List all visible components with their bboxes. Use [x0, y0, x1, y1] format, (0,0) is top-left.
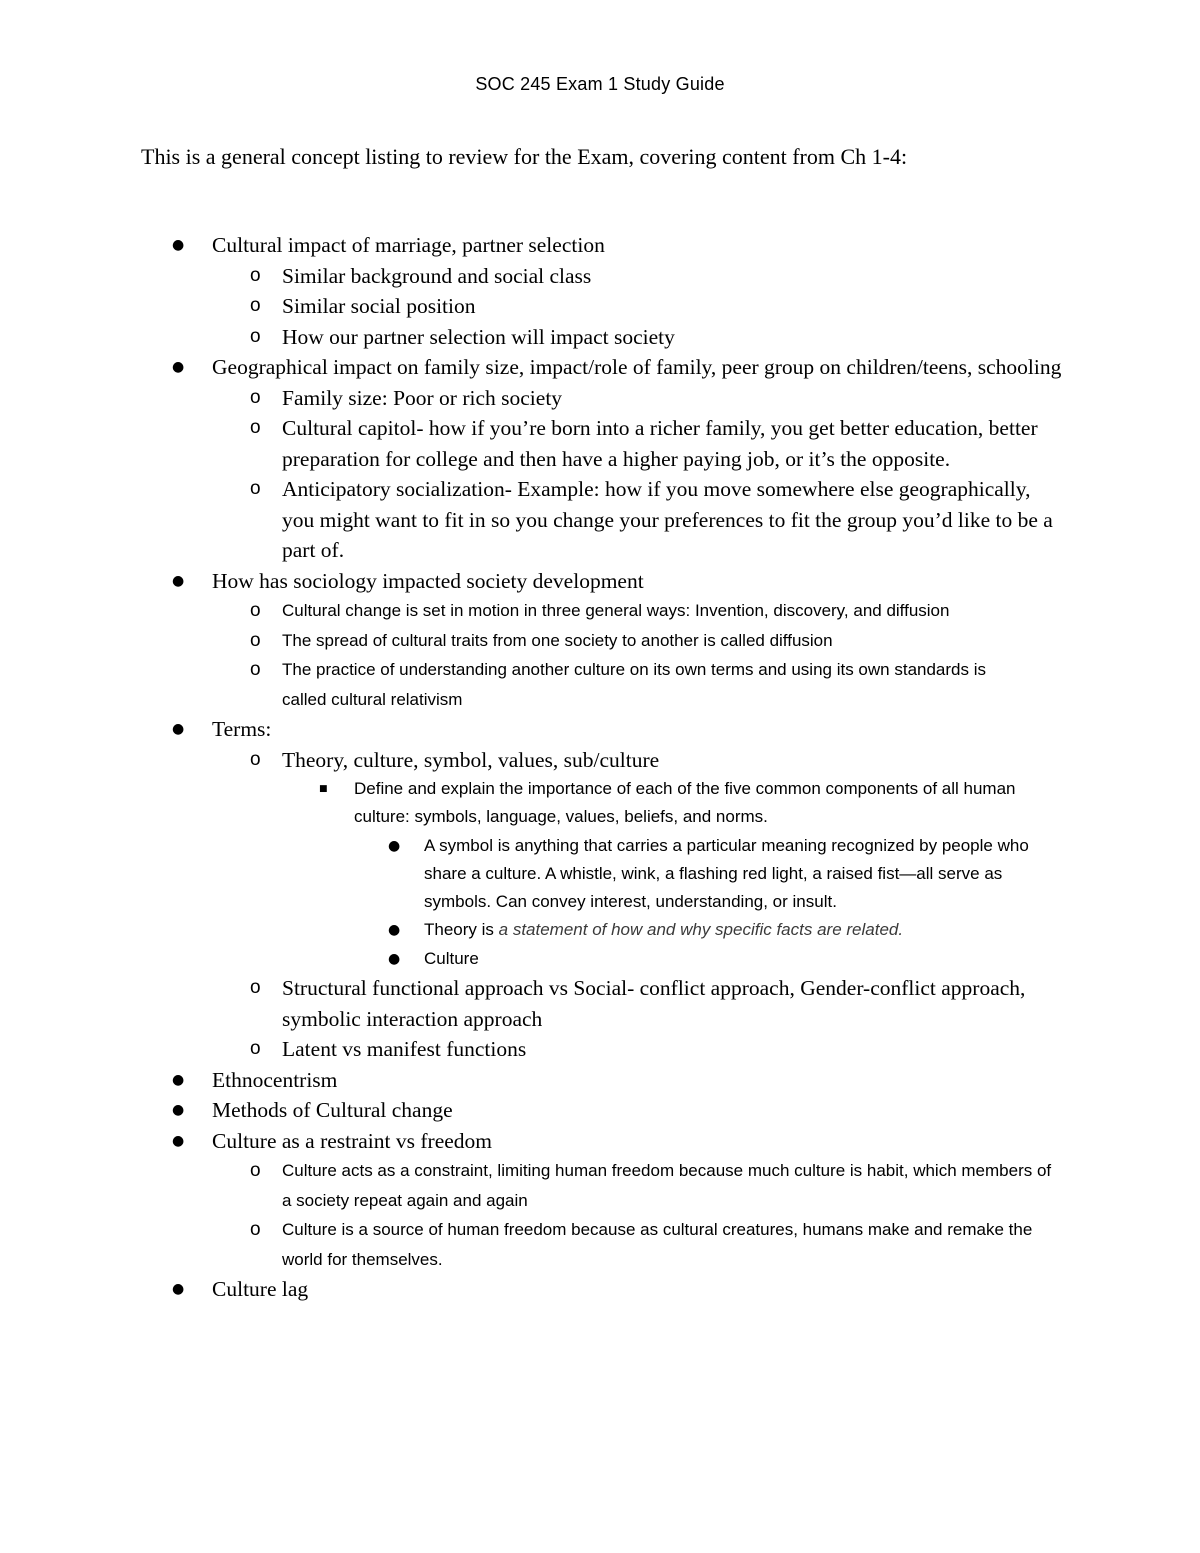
list-item [0, 322, 1200, 353]
circle-bullet-icon: o [250, 659, 261, 680]
list-item-text: How our partner selection will impact society [282, 324, 675, 349]
circle-bullet-icon: o [250, 600, 261, 621]
list-item [0, 352, 1200, 383]
circle-bullet-icon: o [250, 417, 261, 438]
list-item-text: Define and explain the importance of each of the five common components of all human culture: symbols, language, values, beliefs, and norms. [354, 779, 1016, 827]
list-item-text [424, 916, 1060, 944]
list-item-text: How has sociology impacted society development [212, 568, 644, 593]
list-item-text: Culture acts as a constraint, limiting human freedom because much culture is habit, which members of a society repeat again and again [282, 1161, 1052, 1210]
list-item [0, 655, 1200, 714]
list-item [0, 1126, 1200, 1157]
circle-bullet-icon: o [250, 1219, 261, 1241]
list-item [0, 916, 1200, 944]
bullet-icon: ● [388, 837, 401, 854]
list-item-text: Structural functional approach vs Social- conflict approach, Gender-conflict approach, symbolic interaction approach [282, 976, 1026, 1031]
list-item [0, 291, 1200, 322]
list-item-text: Cultural capitol- how if you’re born into a richer family, you get better education, better preparation for college and then have a higher paying job, or it’s the opposite. [282, 416, 1038, 471]
circle-bullet-icon: o [250, 1038, 261, 1060]
list-item [0, 973, 1200, 1034]
bullet-icon: ● [172, 237, 185, 253]
list-item [0, 626, 1200, 656]
list-item-text: Culture is a source of human freedom because as cultural creatures, humans make and remake the world for themselves. [282, 1220, 1033, 1269]
intro-paragraph: This is a general concept listing to review for the Exam, covering content from Ch 1-4: [141, 144, 908, 169]
list-item [0, 1065, 1200, 1096]
list-item [0, 413, 1200, 474]
square-bullet-icon: ■ [319, 784, 328, 794]
list-item [0, 1274, 1200, 1305]
circle-bullet-icon: o [250, 748, 261, 770]
circle-bullet-icon: o [250, 1160, 261, 1182]
list-item-text: Similar background and social class [282, 263, 592, 288]
list-item [0, 261, 1200, 292]
bullet-icon: ● [172, 1071, 185, 1088]
list-item-text: Geographical impact on family size, impact/role of family, peer group on children/teens, schooling [212, 355, 1062, 379]
list-item [0, 383, 1200, 414]
list-item-text: Culture lag [212, 1277, 309, 1302]
list-item [0, 1095, 1200, 1126]
bullet-icon: ● [172, 1132, 185, 1149]
circle-bullet-icon: o [250, 478, 261, 499]
list-item [0, 714, 1200, 745]
list-item [0, 745, 1200, 776]
bullet-icon: ● [172, 572, 185, 589]
list-item [0, 832, 1200, 917]
list-item-text: Culture as a restraint vs freedom [212, 1128, 493, 1153]
list-item-text: Methods of Cultural change [212, 1098, 453, 1123]
list-item-text: Culture [424, 948, 479, 968]
list-item-text: The practice of understanding another culture on its own terms and using its own standards is called cultural relativism [282, 660, 986, 709]
bullet-icon: ● [388, 950, 401, 967]
list-item [0, 474, 1200, 566]
list-item [0, 566, 1200, 597]
list-item-text: Family size: Poor or rich society [282, 385, 563, 410]
bullet-icon: ● [388, 922, 401, 939]
list-item-text: Similar social position [282, 294, 476, 318]
list-item [0, 1156, 1200, 1215]
list-item-text: Theory, culture, symbol, values, sub/culture [282, 747, 660, 772]
theory-label: Theory is [424, 920, 499, 940]
circle-bullet-icon: o [250, 977, 261, 999]
list-item-text: Latent vs manifest functions [282, 1037, 527, 1062]
list-item-text: A symbol is anything that carries a particular meaning recognized by people who share a culture. A whistle, wink, a flashing red light, a raised fist—all serve as symbols. Can convey interest, understanding, or insult. [424, 835, 1029, 912]
list-item [0, 775, 1200, 832]
circle-bullet-icon: o [250, 386, 261, 408]
concept-list [0, 230, 1200, 1305]
list-item-text: The spread of cultural traits from one society to another is called diffusion [282, 630, 833, 650]
list-item [0, 230, 1200, 261]
list-item [0, 596, 1200, 626]
circle-bullet-icon: o [250, 264, 261, 286]
bullet-icon: ● [172, 1281, 185, 1298]
list-item-text: Cultural impact of marriage, partner selection [212, 233, 605, 257]
circle-bullet-icon: o [250, 325, 261, 347]
bullet-icon: ● [172, 359, 185, 375]
list-item [0, 1034, 1200, 1065]
bullet-icon: ● [172, 721, 185, 737]
list-item [0, 945, 1200, 973]
circle-bullet-icon: o [250, 629, 261, 651]
document-title: SOC 245 Exam 1 Study Guide [475, 74, 725, 94]
list-item-text: Anticipatory socialization- Example: how if you move somewhere else geographically, you might want to fit in so you change your preferences to fit the group you’d like to be a part of. [282, 477, 1053, 562]
list-item-text: Cultural change is set in motion in three general ways: Invention, discovery, and diffusion [282, 601, 950, 620]
theory-definition: a statement of how and why specific facts are related. [498, 920, 904, 940]
list-item [0, 1215, 1200, 1274]
bullet-icon: ● [172, 1102, 185, 1119]
circle-bullet-icon: o [250, 295, 261, 316]
list-item-text: Terms: [212, 717, 272, 741]
list-item-text: Ethnocentrism [212, 1067, 338, 1092]
